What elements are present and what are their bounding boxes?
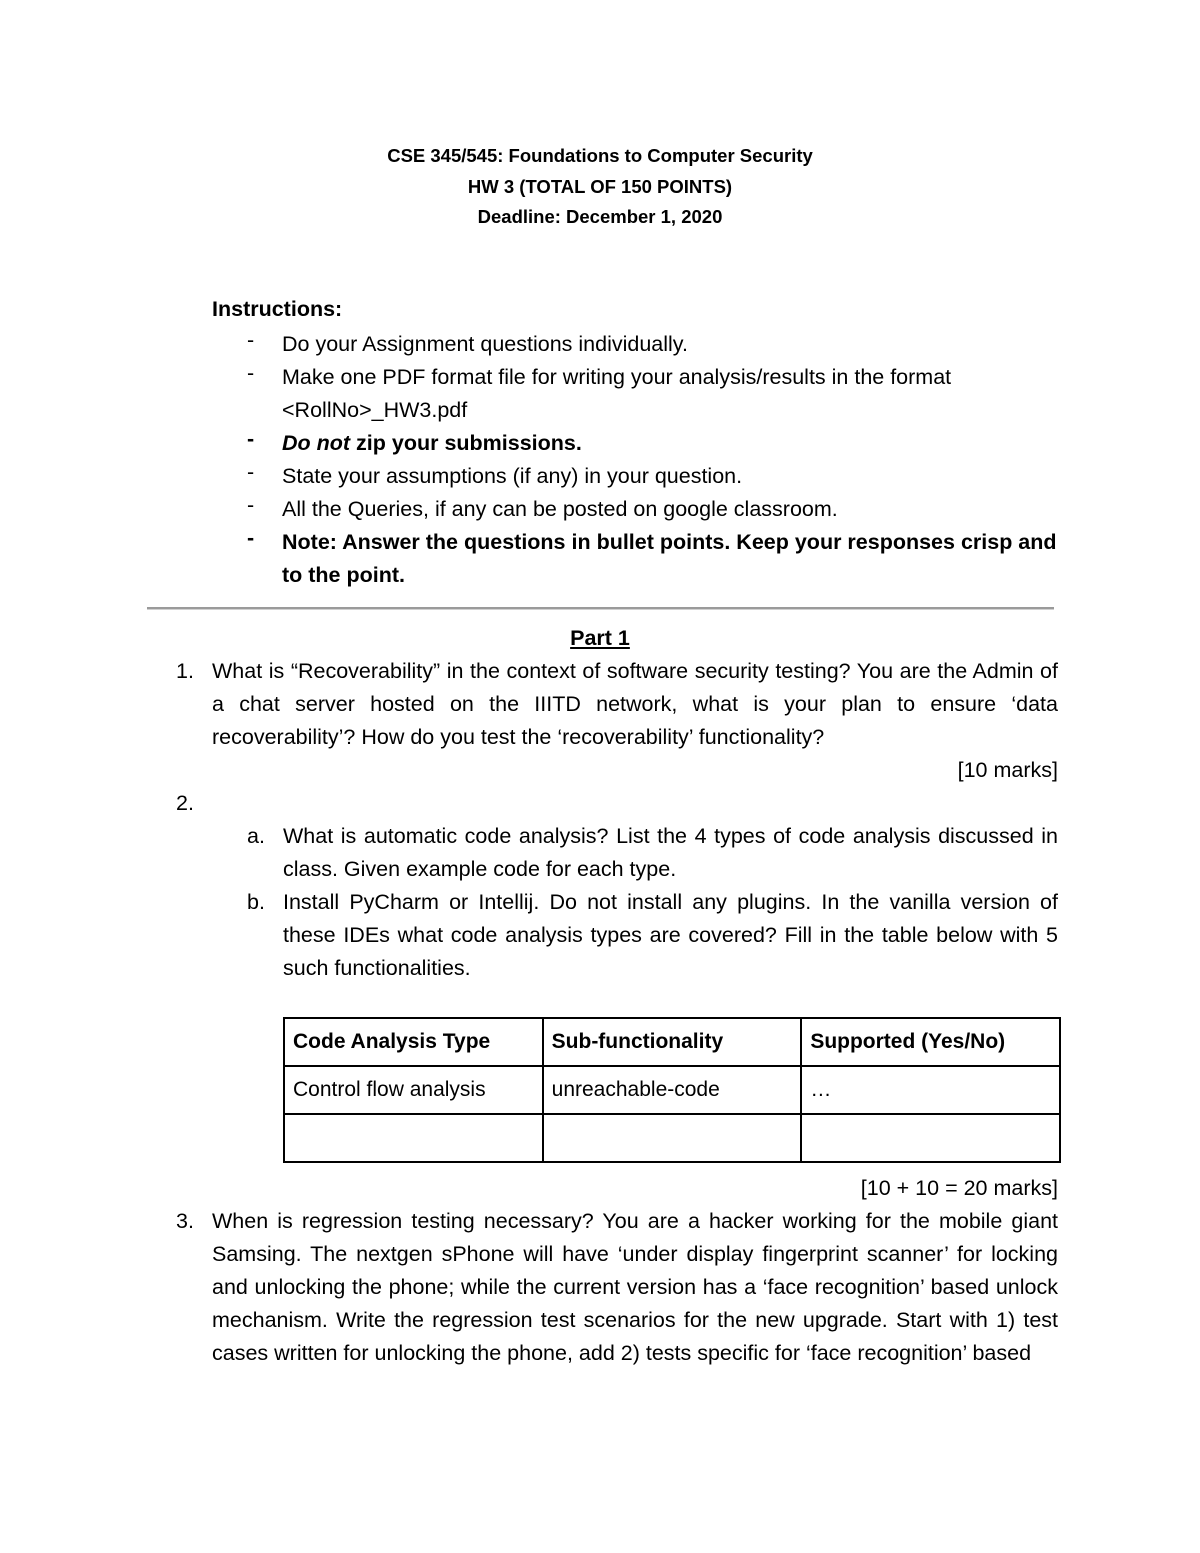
instruction-text: All the Queries, if any can be posted on google classroom. (282, 497, 838, 521)
bullet-dash: - (247, 493, 255, 517)
bullet-dash: - (247, 361, 255, 385)
table-header-cell: Code Analysis Type (284, 1018, 543, 1066)
instructions-heading: Instructions: (212, 297, 343, 321)
table-cell (543, 1114, 802, 1162)
instruction-text-rest: zip your submissions. (356, 431, 582, 455)
sub-question-text: Install PyCharm or Intellij. Do not install any plugins. In the vanilla version of these IDEs what code analysis types are covered? Fill in the table below with 5 such functionalities. (283, 890, 1058, 980)
horizontal-divider (147, 607, 1054, 610)
table-cell: … (801, 1066, 1060, 1114)
table-row (284, 1066, 1060, 1114)
instruction-text: Make one PDF format file for writing your analysis/results in the format <RollNo>_HW3.pdf (282, 365, 952, 422)
table-header-cell: Supported (Yes/No) (801, 1018, 1060, 1066)
question-text: When is regression testing necessary? You are a hacker working for the mobile giant Samsing. The nextgen sPhone will have ‘under display fingerprint scanner’ for locking and unlocking the phone; while the current version has a ‘face recognition’ based unlock mechanism. Write the regression test scenarios for the new upgrade. Start with 1) test cases written for unlocking the phone, add 2) tests specific for ‘face recognition’ based (212, 1209, 1058, 1365)
sub-question-text: What is automatic code analysis? List the 4 types of code analysis discussed in class. Given example code for each type. (283, 824, 1058, 881)
table-cell: unreachable-code (543, 1066, 802, 1114)
bullet-dash: - (247, 460, 255, 484)
instruction-text: State your assumptions (if any) in your question. (282, 464, 743, 488)
table-cell: Control flow analysis (284, 1066, 543, 1114)
instruction-text: Do your Assignment questions individually. (282, 332, 688, 356)
course-title: CSE 345/545: Foundations to Computer Security (387, 145, 813, 166)
sub-question-label: a. (247, 824, 265, 848)
question-number: 2. (176, 791, 194, 815)
sub-question-label: b. (247, 890, 265, 914)
table-cell (801, 1114, 1060, 1162)
marks-label: [10 + 10 = 20 marks] (860, 1176, 1058, 1200)
deadline: Deadline: December 1, 2020 (477, 206, 723, 227)
table-cell (284, 1114, 543, 1162)
table-row (284, 1114, 1060, 1162)
instruction-text: Note: Answer the questions in bullet points. Keep your responses crisp and to the point. (282, 530, 1057, 587)
instruction-text (282, 427, 1062, 460)
part-title: Part 1 (570, 626, 630, 650)
bullet-dash: - (247, 427, 255, 451)
marks-label: [10 marks] (957, 758, 1058, 782)
bullet-dash: - (247, 526, 255, 550)
question-number: 1. (176, 659, 194, 683)
question-number: 3. (176, 1209, 194, 1233)
question-text: What is “Recoverability” in the context of software security testing? You are the Admin of a chat server hosted on the IIITD network, what is your plan to ensure ‘data recoverability’? How do you test the ‘recoverability’ functionality? (212, 659, 1058, 749)
table-header-row (284, 1018, 1060, 1066)
emphasis-do-not: Do not (282, 431, 351, 455)
code-analysis-table (283, 1017, 1061, 1163)
table-header-cell: Sub-functionality (543, 1018, 802, 1066)
bullet-dash: - (247, 328, 255, 352)
homework-title: HW 3 (TOTAL OF 150 POINTS) (467, 176, 733, 197)
